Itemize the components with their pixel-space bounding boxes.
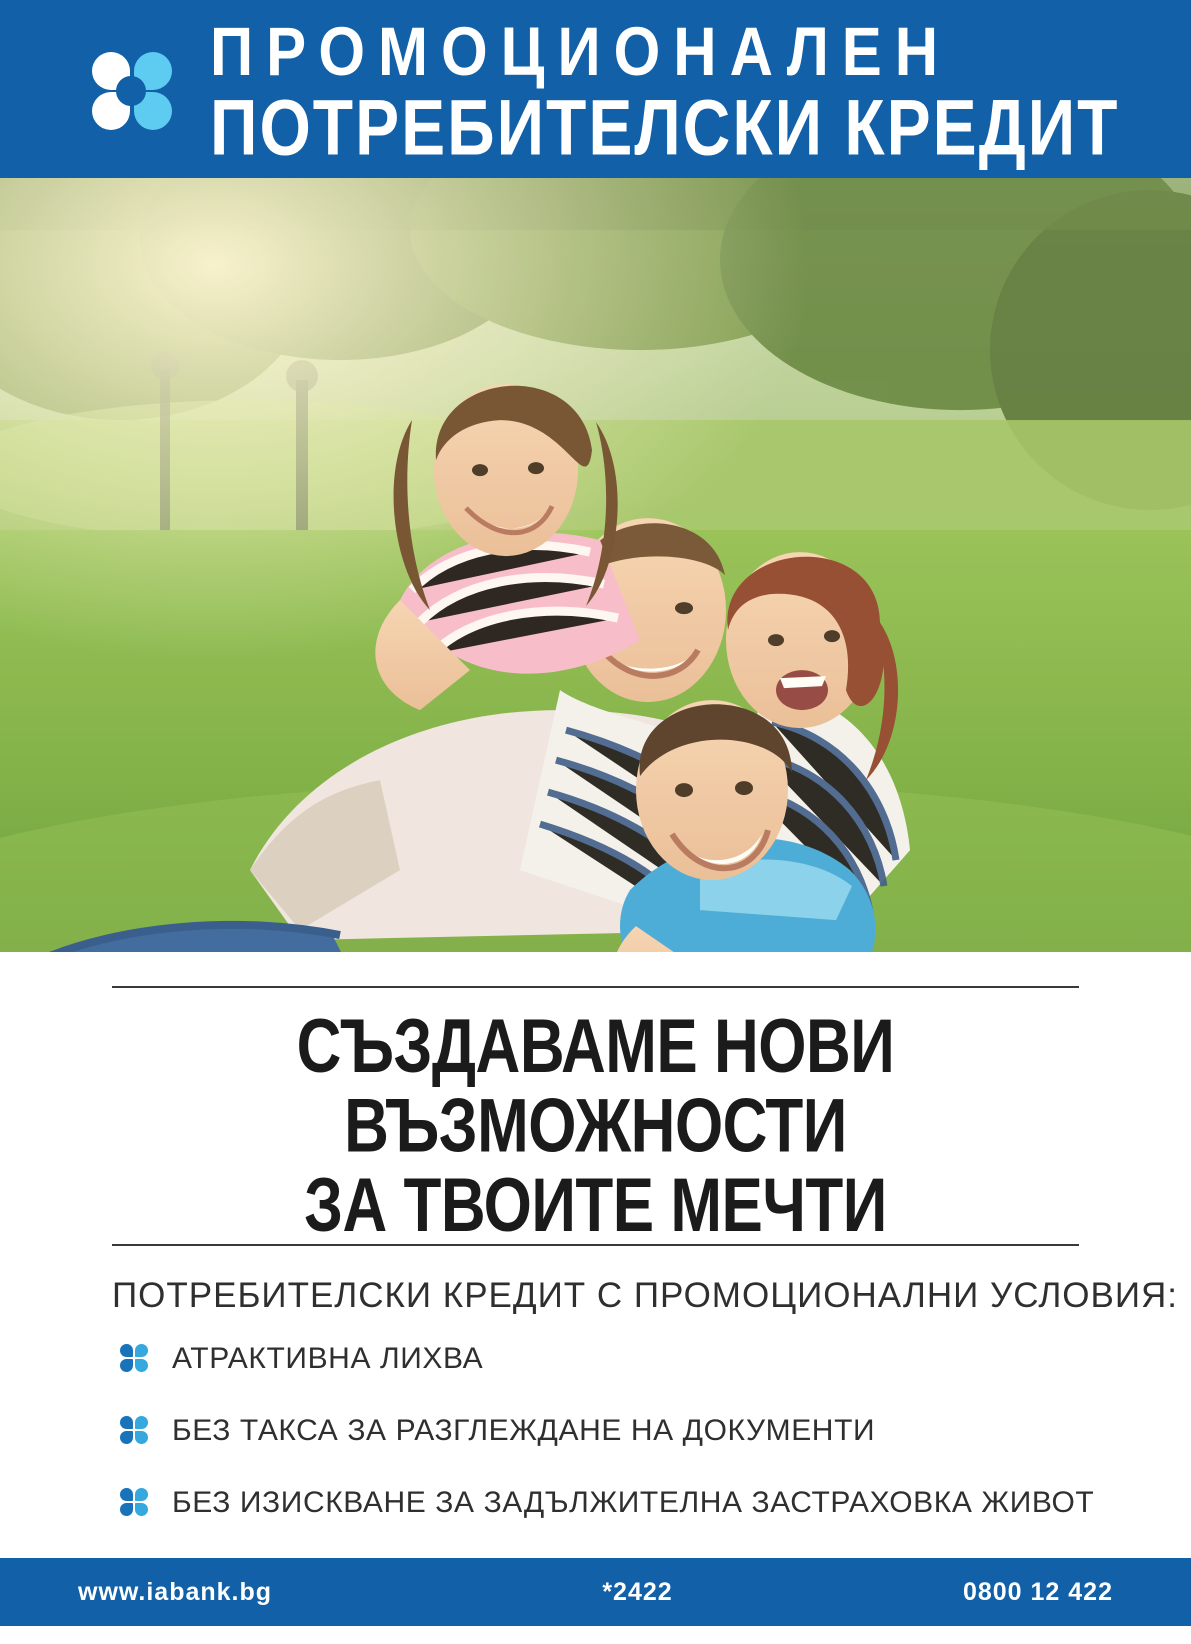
header-title-line-1: ПРОМОЦИОНАЛЕН (210, 12, 952, 90)
header-title-line-2: ПОТРЕБИТЕЛСКИ КРЕДИТ (210, 82, 1120, 172)
short-number[interactable]: *2422 (602, 1577, 673, 1606)
headline (112, 988, 1079, 1258)
ia-bank-logo-icon (90, 48, 176, 134)
list-item (120, 1485, 1095, 1520)
benefit-label: БЕЗ ТАКСА ЗА РАЗГЛЕЖДАНЕ НА ДОКУМЕНТИ (172, 1413, 876, 1447)
headline-line-1: СЪЗДАВАМЕ НОВИ ВЪЗМОЖНОСТИ (296, 1005, 895, 1170)
bullet-logo-icon (120, 1344, 150, 1374)
bullet-logo-icon (120, 1488, 150, 1518)
headline-line-2: ЗА ТВОИТЕ МЕЧТИ (304, 1164, 887, 1249)
website-link[interactable]: www.iabank.bg (78, 1577, 273, 1606)
hero-photo (0, 178, 1191, 952)
benefit-label: АТРАКТИВНА ЛИХВА (172, 1341, 484, 1375)
benefits-list (112, 1341, 1095, 1520)
poster-body (0, 952, 1191, 1557)
headline-block (112, 988, 1079, 1249)
footer-spacer (0, 1626, 1191, 1644)
phone-number[interactable]: 0800 12 422 (962, 1577, 1113, 1606)
benefit-label: БЕЗ ИЗИСКВАНЕ ЗА ЗАДЪЛЖИТЕЛНА ЗАСТРАХОВКА ЖИВОТ (172, 1485, 1095, 1519)
bullet-logo-icon (120, 1416, 150, 1446)
header-title-group (210, 12, 1120, 172)
hero-photo-illustration (0, 178, 1191, 952)
list-item (120, 1342, 1079, 1376)
poster-header (0, 0, 1191, 178)
list-item (120, 1414, 1079, 1448)
subheadline: ПОТРЕБИТЕЛСКИ КРЕДИТ С ПРОМОЦИОНАЛНИ УСЛОВИЯ: (112, 1275, 1179, 1315)
poster-footer (0, 1558, 1191, 1627)
